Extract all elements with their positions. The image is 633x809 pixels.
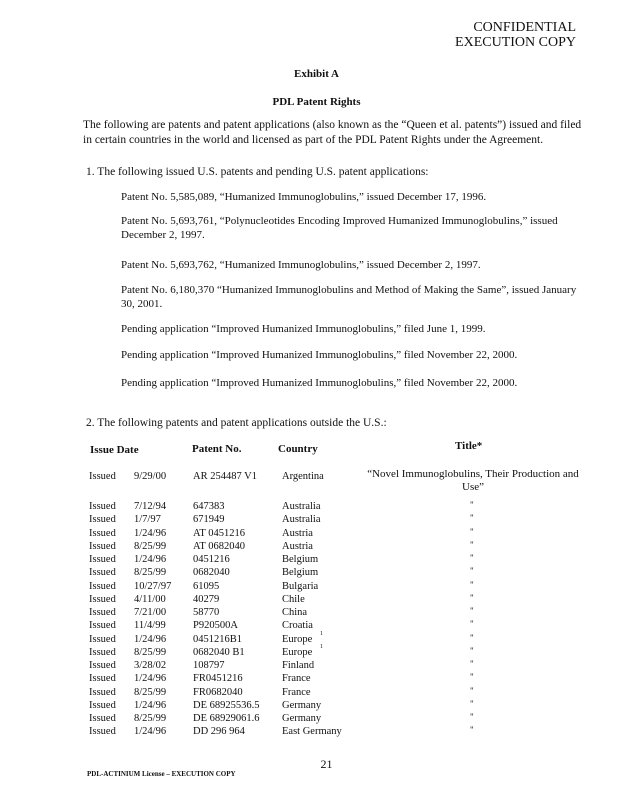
section-subtitle: PDL Patent Rights (272, 96, 361, 108)
status-cell: Issued (89, 660, 116, 671)
section-2-heading: 2. The following patents and patent applications outside the U.S.: (86, 417, 387, 429)
patent-no-cell: 671949 (193, 514, 225, 526)
ditto-mark: " (470, 672, 474, 683)
column-header-title: Title* (455, 440, 483, 452)
patent-no-cell: 108797 (193, 660, 225, 671)
us-patent-item: Patent No. 5,585,089, “Humanized Immunoglobulins,” issued December 17, 1996. (121, 191, 487, 203)
ditto-mark: " (470, 712, 474, 722)
date-cell: 7/12/94 (134, 501, 167, 512)
status-cell: Issued (89, 607, 116, 618)
footnote-marker: 1 (320, 630, 323, 637)
status-cell: Issued (89, 686, 116, 698)
status-cell: Issued (89, 580, 116, 592)
execution-copy-label: EXECUTION COPY (455, 35, 576, 50)
column-header-issue-date: Issue Date (90, 444, 139, 456)
date-cell: 8/25/99 (134, 686, 167, 698)
country-cell: Australia (282, 514, 321, 526)
patent-no-cell: 0682040 (193, 567, 230, 579)
us-patent-item: Pending application “Improved Humanized Immunoglobulins,” filed June 1, 1999. (121, 323, 486, 335)
date-cell: 8/25/99 (134, 540, 167, 552)
status-cell: Issued (89, 646, 116, 658)
ditto-mark: " (470, 500, 474, 510)
date-cell: 9/29/00 (134, 471, 167, 482)
ditto-mark: " (470, 725, 474, 736)
section-1-heading: 1. The following issued U.S. patents and pending U.S. patent applications: (86, 166, 429, 178)
patent-no-cell: 40279 (193, 593, 220, 605)
date-cell: 7/21/00 (134, 607, 167, 618)
status-cell: Issued (89, 514, 116, 526)
country-cell: Argentina (282, 471, 324, 482)
country-cell: Croatia (282, 620, 313, 632)
patent-no-cell: FR0451216 (193, 673, 243, 685)
us-patent-item: Pending application “Improved Humanized Immunoglobulins,” filed November 22, 2000. (121, 349, 518, 361)
patent-no-cell: DD 296 964 (193, 726, 245, 738)
ditto-mark: " (470, 685, 474, 696)
ditto-mark: " (470, 579, 474, 590)
patent-no-cell: DE 68929061.6 (193, 713, 260, 724)
patent-no-cell: 58770 (193, 607, 220, 618)
date-cell: 8/25/99 (134, 646, 167, 658)
patent-no-cell: AT 0451216 (193, 527, 246, 539)
country-cell: Europe (282, 633, 313, 645)
ditto-mark: " (470, 513, 474, 524)
us-patent-item: Pending application “Improved Humanized Immunoglobulins,” filed November 22, 2000. (121, 377, 518, 389)
status-cell: Issued (89, 501, 116, 512)
status-cell: Issued (89, 471, 116, 482)
status-cell: Issued (89, 699, 116, 711)
country-cell: Belgium (282, 554, 319, 565)
us-patent-item: Patent No. 5,693,762, “Humanized Immunoglobulins,” issued December 2, 1997. (121, 259, 481, 271)
ditto-mark: " (470, 553, 474, 563)
patent-no-cell: P920500A (193, 620, 238, 632)
date-cell: 1/24/96 (134, 726, 167, 738)
date-cell: 8/25/99 (134, 713, 167, 724)
date-cell: 1/24/96 (134, 673, 167, 685)
patent-no-cell: 647383 (193, 501, 225, 512)
column-header-country: Country (278, 443, 318, 455)
patent-no-cell: DE 68925536.5 (193, 699, 260, 711)
status-cell: Issued (89, 593, 116, 605)
page-number: 21 (320, 757, 333, 771)
ditto-mark: " (470, 659, 474, 669)
confidential-header (455, 20, 576, 50)
us-patent-item: Patent No. 6,180,370 “Humanized Immunoglobulins and Method of Making the Same”, issued January 30, 2001. (121, 284, 577, 310)
status-cell: Issued (89, 726, 116, 738)
status-cell: Issued (89, 567, 116, 579)
date-cell: 8/25/99 (134, 567, 167, 579)
date-cell: 4/11/00 (134, 593, 166, 605)
date-cell: 1/24/96 (134, 527, 167, 539)
footnote-marker: 1 (320, 643, 323, 650)
date-cell: 3/28/02 (134, 660, 167, 671)
date-cell: 11/4/99 (134, 620, 166, 632)
status-cell: Issued (89, 540, 116, 552)
column-header-patent-no: Patent No. (192, 443, 242, 455)
ditto-mark: " (470, 698, 474, 709)
date-cell: 1/24/96 (134, 699, 167, 711)
patent-no-cell: 0682040 B1 (193, 646, 245, 658)
country-cell: Chile (282, 593, 305, 605)
footer-label: PDL-ACTINIUM License – EXECUTION COPY (87, 770, 236, 778)
patent-no-cell: AT 0682040 (193, 540, 246, 552)
title-cell: “Novel Immunoglobulins, Their Production and Use” (367, 468, 579, 493)
ditto-mark: " (470, 645, 474, 656)
status-cell: Issued (89, 620, 116, 632)
patent-no-cell: 61095 (193, 580, 220, 592)
exhibit-title: Exhibit A (294, 68, 339, 80)
ditto-mark: " (470, 606, 474, 616)
country-cell: Germany (282, 713, 322, 724)
us-patent-item: Patent No. 5,693,761, “Polynucleotides Encoding Improved Humanized Immunoglobulins,” issued December 2, 1997. (121, 215, 558, 241)
date-cell: 10/27/97 (134, 580, 172, 592)
country-cell: France (282, 686, 311, 698)
ditto-mark: " (470, 539, 474, 550)
date-cell: 1/24/96 (134, 633, 167, 645)
status-cell: Issued (89, 527, 116, 539)
country-cell: Australia (282, 501, 321, 512)
status-cell: Issued (89, 673, 116, 685)
ditto-mark: " (470, 632, 474, 643)
country-cell: Europe (282, 646, 313, 658)
date-cell: 1/24/96 (134, 554, 167, 565)
patent-no-cell: AR 254487 V1 (193, 471, 257, 482)
country-cell: Austria (282, 527, 313, 539)
date-cell: 1/7/97 (134, 514, 161, 526)
ditto-mark: " (470, 566, 474, 577)
country-cell: Bulgaria (282, 580, 319, 592)
country-cell: China (282, 607, 308, 618)
country-cell: Germany (282, 699, 322, 711)
country-cell: Finland (282, 660, 315, 671)
status-cell: Issued (89, 633, 116, 645)
patent-no-cell: 0451216B1 (193, 633, 243, 645)
ditto-mark: " (470, 619, 474, 630)
patent-no-cell: FR0682040 (193, 686, 243, 698)
intro-paragraph: The following are patents and patent applications (also known as the “Queen et al. patents”) issued and filed in certain countries in the world and licensed as part of the PDL Patent Rights under the Agreement. (83, 119, 582, 146)
country-cell: France (282, 673, 311, 685)
ditto-mark: " (470, 592, 474, 603)
patent-no-cell: 0451216 (193, 554, 230, 565)
country-cell: East Germany (282, 726, 342, 738)
country-cell: Belgium (282, 567, 319, 579)
status-cell: Issued (89, 554, 116, 565)
ditto-mark: " (470, 526, 474, 537)
status-cell: Issued (89, 713, 116, 724)
country-cell: Austria (282, 540, 313, 552)
confidential-label: CONFIDENTIAL (473, 20, 576, 35)
